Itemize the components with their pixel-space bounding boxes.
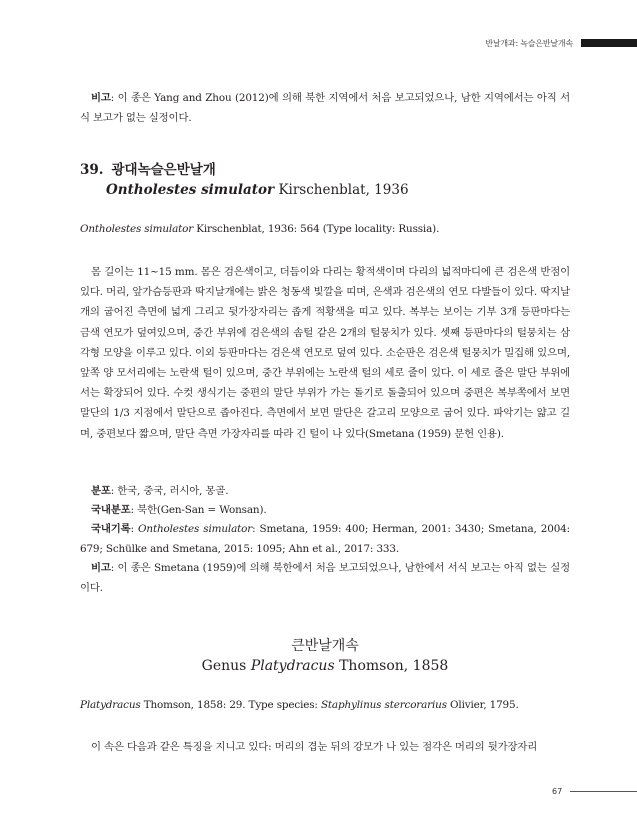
genus-type-species: Staphylinus stercorarius [320, 699, 447, 711]
genus-authority: Thomson, 1858 [339, 658, 449, 674]
running-header [485, 36, 637, 50]
species-description: 몸 길이는 11~15 mm. 몸은 검은색이고, 더듬이와 다리는 황적색이며 다리의 넓적마디에 큰 검은색 반점이 있다. 머리, 앞가슴등판과 딱지날개에는 밝은 청동색 빛깔을 띠며, 은색과 검은색의 연모 다발들이 있다. 딱지날개의 굽어진 측면에 넓게 그리고 뒷가장자리는 좁게 적황색을 띠고 있다. 복부는 보이는 기부 3개 등판마다는 금색 연모가 덮여있으며, 중간 부위에 검은색의 솜털 같은 2개의 털뭉치가 있다. 셋째 등판마다의 털뭉치는 삼각형 모양을 이루고 있다. 이외 등판마다는 검은색 연모로 덮여 있다. 소순판은 검은색 털뭉치가 밀집해 있으며, 앞쪽 양 모서리에는 노란색 털이 있으며, 중간 부위에는 노란색 털의 세로 줄이 있다. 이 세로 줄은 말단 부위에서는 확장되어 있다. 수컷 생식기는 중편의 말단 부위가 가는 돌기로 돌출되어 있으며 중편은 복부쪽에서 보면 말단의 1/3 지점에서 말단으로 좁아진다. 측면에서 보면 말단은 갈고리 모양으로 굽어 있다. 파악기는 얇고 길며, 중편보다 짧으며, 말단 측면 가장자리를 따라 긴 털이 나 있다(Smetana (1959) 문헌 인용). [80, 266, 570, 440]
remark-paragraph-1 [80, 88, 570, 128]
species-authority: Kirschenblat, 1936 [278, 182, 409, 198]
domestic-records-sep: : [130, 523, 139, 535]
genus-citation-text2: Olivier, 1795. [450, 699, 519, 711]
header-bar [581, 39, 637, 47]
species-scientific-heading [106, 180, 409, 200]
citation-text: Kirschenblat, 1936: 564 (Type locality: Russia). [196, 223, 440, 235]
running-title: 반날개과: 녹슬은반날개속 [485, 38, 573, 48]
page-number: 67 [552, 787, 563, 796]
distribution-label: 분포 [91, 485, 111, 497]
distribution-text: : 한국, 중국, 러시아, 몽골. [110, 485, 229, 497]
remark-label-2: 비고 [91, 562, 111, 574]
species-scientific-name: Ontholestes simulator [106, 182, 275, 198]
species-heading [80, 160, 216, 180]
distribution-paragraph [80, 481, 570, 501]
genus-name: Platydracus [250, 658, 335, 674]
species-korean-name: 광대녹슬은반날개 [111, 162, 216, 178]
remark-text-2: : 이 종은 Smetana (1959)에 의해 북한에서 처음 보고되었으나, 남한에서 서식 보고는 아직 없는 실정이다. [80, 562, 570, 595]
domestic-distribution-text: : 북한(Gen-San = Wonsan). [130, 504, 267, 516]
remark-text-1: : 이 종은 Yang and Zhou (2012)에 의해 북한 지역에서 처음 보고되었으나, 남한 지역에서는 아직 서식 보고가 없는 실정이다. [80, 92, 570, 125]
species-number: 39. [80, 162, 104, 178]
remark-label-1: 비고 [91, 92, 111, 104]
genus-korean-name: 큰반날개속 [291, 638, 359, 654]
genus-citation [80, 697, 570, 713]
domestic-records-paragraph [80, 519, 570, 559]
remark-paragraph-2 [80, 558, 570, 598]
domestic-records-name: Ontholestes simulator [138, 523, 253, 535]
genus-heading [80, 656, 570, 676]
genus-citation-name: Platydracus [80, 699, 141, 711]
citation-name: Ontholestes simulator [80, 223, 194, 235]
domestic-records-text: : Smetana, 1959: 400; Herman, 2001: 3430; Smetana, 2004: 679; Schülke and Smetana, 2015: 1095; Ahn et al., 2017: 333. [80, 523, 570, 556]
genus-citation-text1: Thomson, 1858: 29. Type species: [143, 699, 318, 711]
original-citation [80, 221, 570, 237]
genus-prefix: Genus [201, 658, 247, 674]
page-footer [552, 787, 637, 796]
domestic-distribution-paragraph [80, 500, 570, 520]
domestic-records-label: 국내기록 [91, 523, 131, 535]
domestic-distribution-label: 국내분포 [91, 504, 131, 516]
genus-description: 이 속은 다음과 같은 특징을 지니고 있다: 머리의 겹눈 뒤의 강모가 나 있는 점각은 머리의 뒷가장자리 [91, 741, 538, 753]
footer-rule [570, 791, 637, 792]
